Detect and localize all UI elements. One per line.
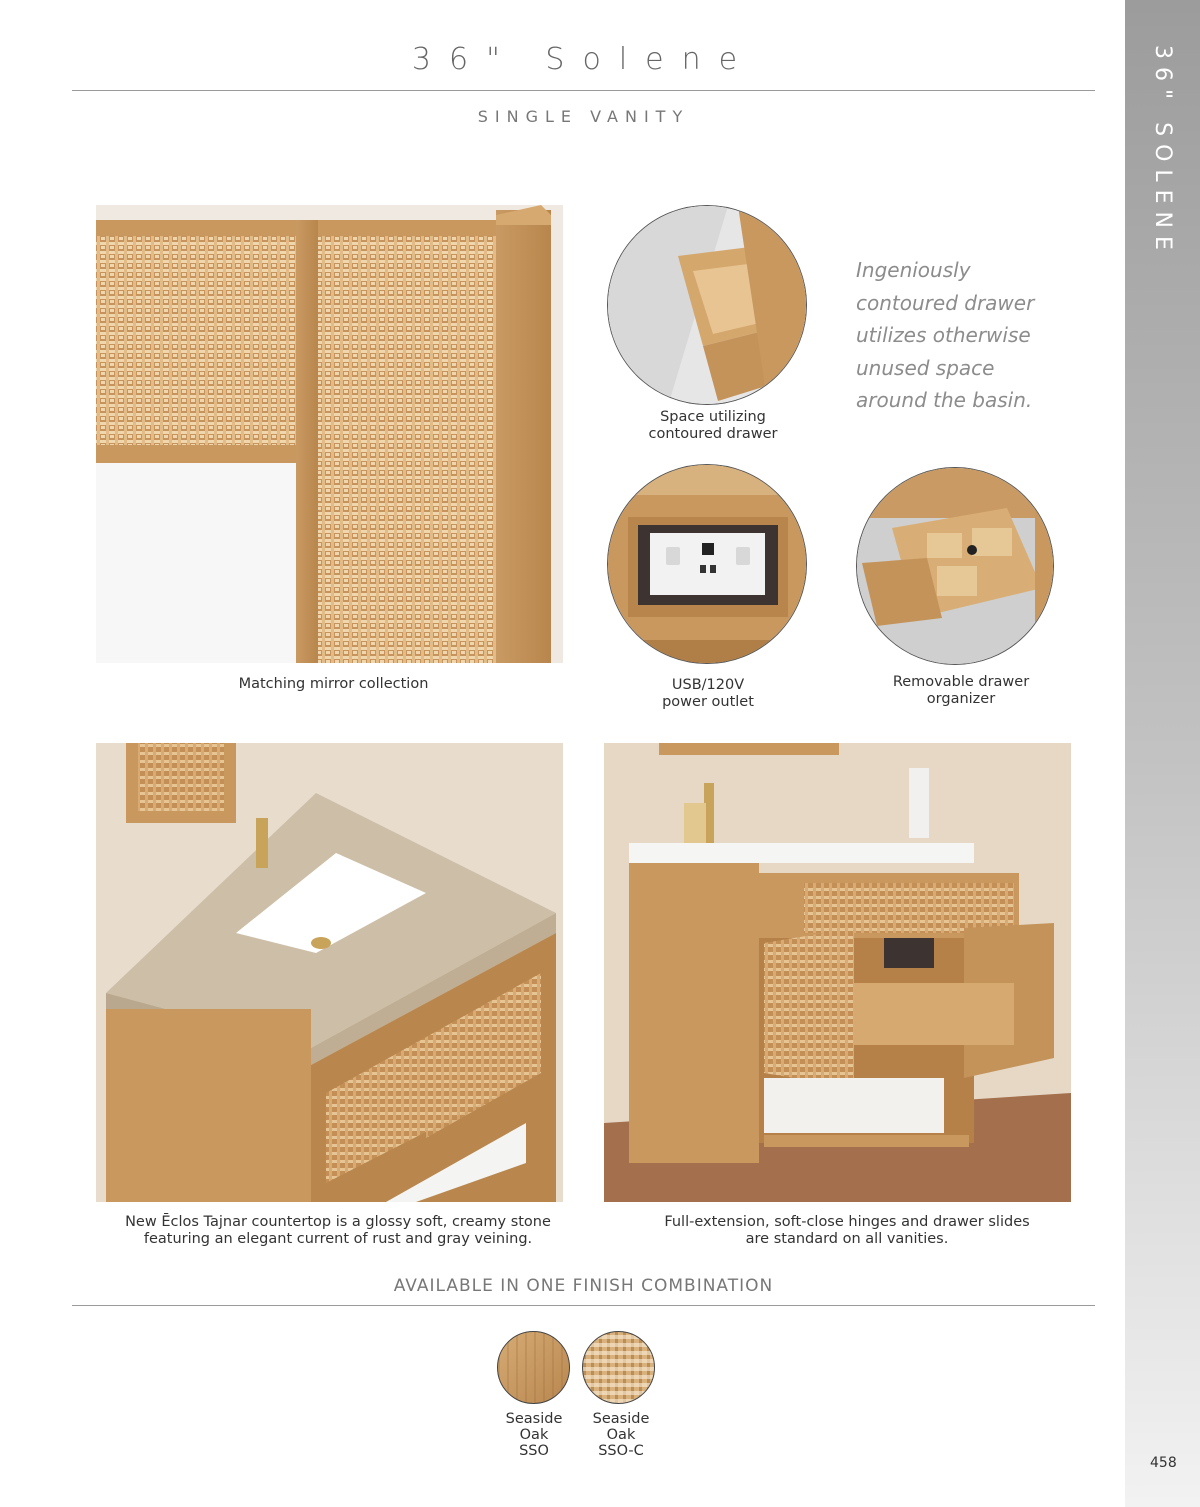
hinges-caption [604, 1214, 1090, 1248]
quote-line-3: utilizes otherwise [856, 323, 1031, 347]
outlet-caption-line-2: power outlet [662, 694, 754, 710]
mirror-caption: Matching mirror collection [238, 676, 429, 692]
quote-line-1: Ingeniously [856, 258, 971, 282]
page-title: 36" Solene [411, 42, 756, 77]
quote-line-5: around the basin. [856, 388, 1033, 412]
hinges-caption-line-2: are standard on all vanities. [745, 1231, 949, 1247]
finishes-divider [72, 1305, 1095, 1306]
swatch-label-sso-c [581, 1411, 661, 1459]
countertop-caption-line-1: New Ēclos Tajnar countertop is a glossy soft, creamy stone [125, 1214, 551, 1230]
quote-line-4: unused space [856, 355, 995, 380]
swatch-1-line-3: SSO [519, 1443, 549, 1459]
mirror-illustration [96, 205, 563, 663]
page-number: 458 [1150, 1455, 1177, 1471]
outlet-illustration [608, 465, 807, 664]
drawer-illustration [608, 206, 807, 405]
quote-line-2: contoured drawer [856, 290, 1035, 315]
swatch-1-line-1: Seaside [505, 1411, 563, 1427]
drawer-caption [607, 409, 819, 443]
swatch-2-line-2: Oak [606, 1427, 636, 1443]
outlet-caption [602, 677, 814, 711]
open-vanity-illustration [604, 743, 1071, 1202]
hinges-caption-line-1: Full-extension, soft-close hinges and drawer slides [664, 1214, 1030, 1230]
organizer-caption-line-2: organizer [926, 691, 996, 707]
countertop-caption-line-2: featuring an elegant current of rust and gray veining. [143, 1231, 533, 1247]
side-tab-label: 36" SOLENE [1150, 45, 1175, 258]
countertop-caption [96, 1214, 580, 1248]
organizer-caption-line-1: Removable drawer [892, 674, 1030, 690]
finishes-heading: AVAILABLE IN ONE FINISH COMBINATION [393, 1276, 774, 1296]
swatch-1-line-2: Oak [519, 1427, 549, 1443]
swatch-label-sso [494, 1411, 574, 1459]
open-vanity-photo [604, 743, 1071, 1202]
drawer-detail-photo [607, 205, 807, 405]
side-tab [1125, 0, 1200, 1507]
drawer-caption-line-2: contoured drawer [648, 426, 778, 442]
countertop-illustration [96, 743, 563, 1202]
swatch-2-line-3: SSO-C [598, 1443, 644, 1459]
swatch-seaside-oak [497, 1331, 570, 1404]
title-divider [72, 90, 1095, 91]
swatch-seaside-oak-cane [582, 1331, 655, 1404]
organizer-caption [855, 674, 1067, 708]
feature-quote [856, 254, 1086, 417]
swatch-2-line-1: Seaside [592, 1411, 650, 1427]
organizer-illustration [857, 468, 1054, 665]
outlet-detail-photo [607, 464, 807, 664]
outlet-caption-line-1: USB/120V [671, 677, 745, 693]
drawer-caption-line-1: Space utilizing [660, 409, 766, 425]
mirror-photo [96, 205, 563, 663]
page-subtitle: SINGLE VANITY [477, 107, 690, 126]
countertop-photo [96, 743, 563, 1202]
organizer-detail-photo [856, 467, 1054, 665]
